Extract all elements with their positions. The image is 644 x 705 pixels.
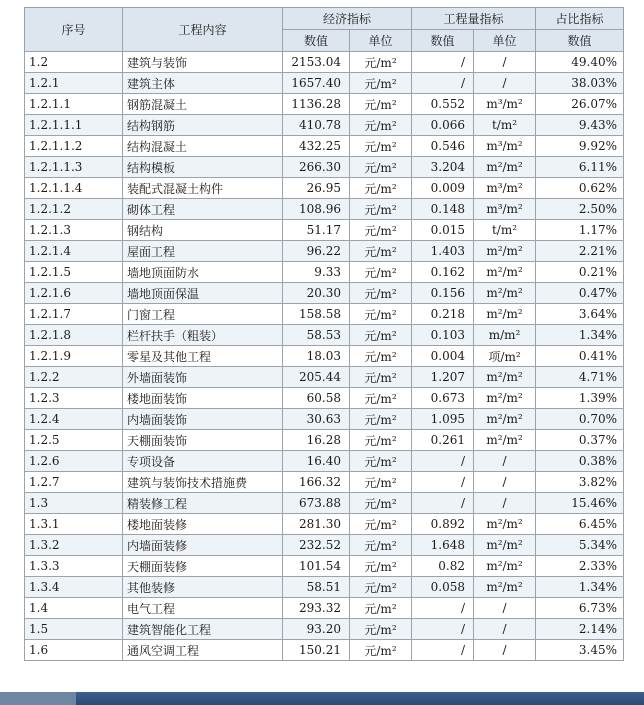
table-row [25,94,624,115]
row-code: 1.6 [25,640,123,661]
row-ratio: 0.47% [536,283,624,304]
row-ratio: 1.34% [536,325,624,346]
header-content: 工程内容 [123,8,283,52]
table-row [25,220,624,241]
table-row [25,73,624,94]
row-name: 内墙面装饰 [123,409,283,430]
row-code: 1.2.1.1 [25,94,123,115]
row-code: 1.2.1.6 [25,283,123,304]
row-ratio: 0.38% [536,451,624,472]
table-header [25,8,624,52]
row-econ-unit: 元/m² [350,514,412,535]
row-qty-value: 0.004 [412,346,474,367]
row-ratio: 38.03% [536,73,624,94]
row-qty-value: 0.009 [412,178,474,199]
row-qty-value: 0.218 [412,304,474,325]
row-qty-unit: / [474,640,536,661]
row-econ-value: 1657.40 [283,73,350,94]
row-qty-unit: / [474,598,536,619]
row-name: 精装修工程 [123,493,283,514]
row-name: 楼地面装饰 [123,388,283,409]
row-qty-unit: m²/m² [474,388,536,409]
row-econ-value: 410.78 [283,115,350,136]
row-name: 墙地顶面保温 [123,283,283,304]
row-qty-value: 0.261 [412,430,474,451]
row-qty-value: 0.673 [412,388,474,409]
row-econ-unit: 元/m² [350,409,412,430]
row-qty-value: 0.162 [412,262,474,283]
row-qty-unit: m²/m² [474,157,536,178]
row-econ-value: 266.30 [283,157,350,178]
table-row [25,472,624,493]
row-ratio: 3.82% [536,472,624,493]
row-econ-unit: 元/m² [350,157,412,178]
row-econ-unit: 元/m² [350,346,412,367]
row-code: 1.3.4 [25,577,123,598]
table-row [25,388,624,409]
row-code: 1.4 [25,598,123,619]
row-econ-value: 150.21 [283,640,350,661]
cost-index-table [24,7,624,661]
row-econ-unit: 元/m² [350,325,412,346]
row-ratio: 1.39% [536,388,624,409]
row-qty-value: 1.403 [412,241,474,262]
row-name: 砌体工程 [123,199,283,220]
table-row [25,304,624,325]
row-name: 建筑智能化工程 [123,619,283,640]
table-row [25,640,624,661]
header-ratio-value: 数值 [536,30,624,52]
row-ratio: 0.70% [536,409,624,430]
row-name: 内墙面装修 [123,535,283,556]
row-name: 零星及其他工程 [123,346,283,367]
table-row [25,409,624,430]
table-row [25,535,624,556]
index-table-container [24,7,624,661]
row-name: 结构混凝土 [123,136,283,157]
row-econ-unit: 元/m² [350,430,412,451]
table-row [25,178,624,199]
row-qty-value: / [412,472,474,493]
bottom-bar [0,692,644,705]
row-econ-value: 9.33 [283,262,350,283]
row-ratio: 4.71% [536,367,624,388]
row-qty-unit: m³/m² [474,94,536,115]
row-econ-value: 93.20 [283,619,350,640]
row-name: 屋面工程 [123,241,283,262]
table-row [25,619,624,640]
row-econ-unit: 元/m² [350,472,412,493]
row-econ-unit: 元/m² [350,262,412,283]
row-econ-value: 20.30 [283,283,350,304]
row-qty-unit: m/m² [474,325,536,346]
table-body [25,52,624,661]
row-econ-value: 101.54 [283,556,350,577]
row-name: 楼地面装修 [123,514,283,535]
row-qty-value: / [412,640,474,661]
row-qty-value: 0.148 [412,199,474,220]
row-code: 1.3 [25,493,123,514]
row-code: 1.2.7 [25,472,123,493]
row-ratio: 5.34% [536,535,624,556]
row-ratio: 6.11% [536,157,624,178]
row-ratio: 0.21% [536,262,624,283]
row-name: 墙地顶面防水 [123,262,283,283]
row-qty-unit: m²/m² [474,514,536,535]
row-econ-unit: 元/m² [350,619,412,640]
table-row [25,430,624,451]
row-name: 电气工程 [123,598,283,619]
table-row [25,514,624,535]
row-qty-value: 0.156 [412,283,474,304]
table-row [25,556,624,577]
row-econ-value: 1136.28 [283,94,350,115]
header-econ-group: 经济指标 [283,8,412,30]
row-econ-unit: 元/m² [350,451,412,472]
row-econ-value: 16.28 [283,430,350,451]
row-econ-value: 673.88 [283,493,350,514]
row-name: 栏杆扶手（粗装） [123,325,283,346]
row-ratio: 3.64% [536,304,624,325]
row-code: 1.2.1.3 [25,220,123,241]
table-row [25,283,624,304]
row-econ-unit: 元/m² [350,304,412,325]
row-ratio: 0.62% [536,178,624,199]
row-qty-unit: m³/m² [474,136,536,157]
row-code: 1.2.6 [25,451,123,472]
row-name: 钢筋混凝土 [123,94,283,115]
row-econ-unit: 元/m² [350,283,412,304]
row-qty-value: 1.648 [412,535,474,556]
row-qty-value: 0.058 [412,577,474,598]
row-code: 1.2.1.1.1 [25,115,123,136]
row-econ-value: 96.22 [283,241,350,262]
row-name: 其他装修 [123,577,283,598]
row-code: 1.2 [25,52,123,73]
row-qty-unit: m²/m² [474,577,536,598]
row-ratio: 49.40% [536,52,624,73]
row-name: 门窗工程 [123,304,283,325]
row-qty-value: 0.892 [412,514,474,535]
row-qty-value: / [412,52,474,73]
row-qty-value: 3.204 [412,157,474,178]
header-ratio-group: 占比指标 [536,8,624,30]
row-qty-unit: / [474,451,536,472]
row-econ-value: 58.53 [283,325,350,346]
row-econ-unit: 元/m² [350,136,412,157]
row-qty-unit: / [474,619,536,640]
row-econ-value: 18.03 [283,346,350,367]
row-qty-unit: m²/m² [474,409,536,430]
row-code: 1.3.1 [25,514,123,535]
row-name: 钢结构 [123,220,283,241]
row-name: 建筑与装饰 [123,52,283,73]
row-econ-unit: 元/m² [350,241,412,262]
row-code: 1.2.1.5 [25,262,123,283]
row-name: 建筑主体 [123,73,283,94]
row-econ-value: 293.32 [283,598,350,619]
row-qty-unit: t/m² [474,115,536,136]
row-name: 建筑与装饰技术措施费 [123,472,283,493]
table-row [25,199,624,220]
row-name: 装配式混凝土构件 [123,178,283,199]
row-econ-unit: 元/m² [350,115,412,136]
row-econ-unit: 元/m² [350,388,412,409]
row-name: 结构模板 [123,157,283,178]
row-code: 1.2.3 [25,388,123,409]
row-econ-value: 281.30 [283,514,350,535]
row-qty-value: 0.82 [412,556,474,577]
row-econ-unit: 元/m² [350,94,412,115]
row-econ-unit: 元/m² [350,73,412,94]
row-qty-unit: / [474,493,536,514]
row-code: 1.2.4 [25,409,123,430]
row-ratio: 9.92% [536,136,624,157]
table-row [25,136,624,157]
header-qty-value: 数值 [412,30,474,52]
row-qty-unit: m²/m² [474,241,536,262]
row-econ-value: 232.52 [283,535,350,556]
row-econ-value: 108.96 [283,199,350,220]
row-qty-value: / [412,493,474,514]
row-qty-value: 0.015 [412,220,474,241]
table-row [25,493,624,514]
table-row [25,346,624,367]
row-econ-unit: 元/m² [350,199,412,220]
row-code: 1.2.5 [25,430,123,451]
row-code: 1.5 [25,619,123,640]
row-qty-unit: m²/m² [474,556,536,577]
row-qty-value: 0.546 [412,136,474,157]
row-ratio: 26.07% [536,94,624,115]
row-ratio: 3.45% [536,640,624,661]
row-qty-value: 0.103 [412,325,474,346]
table-row [25,598,624,619]
row-econ-value: 158.58 [283,304,350,325]
row-econ-value: 51.17 [283,220,350,241]
row-ratio: 15.46% [536,493,624,514]
row-econ-unit: 元/m² [350,535,412,556]
row-code: 1.3.2 [25,535,123,556]
row-code: 1.3.3 [25,556,123,577]
header-code: 序号 [25,8,123,52]
row-qty-unit: / [474,52,536,73]
row-code: 1.2.1.9 [25,346,123,367]
row-qty-value: / [412,451,474,472]
row-qty-value: 0.066 [412,115,474,136]
row-econ-unit: 元/m² [350,367,412,388]
row-ratio: 1.17% [536,220,624,241]
table-row [25,325,624,346]
row-qty-unit: m²/m² [474,304,536,325]
row-econ-value: 26.95 [283,178,350,199]
row-qty-unit: t/m² [474,220,536,241]
row-qty-unit: m³/m² [474,178,536,199]
table-row [25,451,624,472]
row-econ-value: 30.63 [283,409,350,430]
row-name: 专项设备 [123,451,283,472]
header-qty-group: 工程量指标 [412,8,536,30]
row-econ-value: 2153.04 [283,52,350,73]
row-econ-value: 205.44 [283,367,350,388]
header-econ-unit: 单位 [350,30,412,52]
row-name: 通风空调工程 [123,640,283,661]
row-econ-value: 58.51 [283,577,350,598]
row-ratio: 2.50% [536,199,624,220]
table-row [25,577,624,598]
row-qty-unit: 项/m² [474,346,536,367]
row-qty-unit: m³/m² [474,199,536,220]
row-econ-unit: 元/m² [350,52,412,73]
row-ratio: 6.45% [536,514,624,535]
row-code: 1.2.1.7 [25,304,123,325]
row-econ-value: 166.32 [283,472,350,493]
row-ratio: 1.34% [536,577,624,598]
table-row [25,52,624,73]
row-qty-value: / [412,619,474,640]
table-row [25,262,624,283]
row-qty-unit: m²/m² [474,262,536,283]
row-econ-unit: 元/m² [350,577,412,598]
row-qty-unit: m²/m² [474,430,536,451]
row-ratio: 6.73% [536,598,624,619]
row-ratio: 0.37% [536,430,624,451]
header-econ-value: 数值 [283,30,350,52]
bottom-bar-segment [0,692,76,705]
row-econ-value: 16.40 [283,451,350,472]
row-code: 1.2.1.8 [25,325,123,346]
row-code: 1.2.1.1.2 [25,136,123,157]
table-row [25,241,624,262]
row-name: 天棚面装饰 [123,430,283,451]
row-qty-value: / [412,73,474,94]
row-ratio: 2.21% [536,241,624,262]
row-econ-value: 60.58 [283,388,350,409]
row-qty-unit: / [474,472,536,493]
row-name: 结构钢筋 [123,115,283,136]
row-qty-value: 1.095 [412,409,474,430]
row-qty-value: 0.552 [412,94,474,115]
table-row [25,157,624,178]
row-ratio: 9.43% [536,115,624,136]
row-code: 1.2.1 [25,73,123,94]
row-econ-unit: 元/m² [350,556,412,577]
table-row [25,367,624,388]
row-code: 1.2.1.1.3 [25,157,123,178]
table-row [25,115,624,136]
row-econ-unit: 元/m² [350,598,412,619]
row-code: 1.2.2 [25,367,123,388]
row-econ-unit: 元/m² [350,178,412,199]
row-qty-value: / [412,598,474,619]
row-code: 1.2.1.1.4 [25,178,123,199]
row-ratio: 2.33% [536,556,624,577]
row-econ-unit: 元/m² [350,220,412,241]
row-qty-unit: m²/m² [474,535,536,556]
row-name: 外墙面装饰 [123,367,283,388]
row-qty-unit: m²/m² [474,283,536,304]
row-qty-unit: m²/m² [474,367,536,388]
row-econ-unit: 元/m² [350,493,412,514]
row-econ-value: 432.25 [283,136,350,157]
row-qty-unit: / [474,73,536,94]
row-code: 1.2.1.4 [25,241,123,262]
row-ratio: 0.41% [536,346,624,367]
row-ratio: 2.14% [536,619,624,640]
row-code: 1.2.1.2 [25,199,123,220]
row-name: 天棚面装修 [123,556,283,577]
header-qty-unit: 单位 [474,30,536,52]
row-econ-unit: 元/m² [350,640,412,661]
row-qty-value: 1.207 [412,367,474,388]
